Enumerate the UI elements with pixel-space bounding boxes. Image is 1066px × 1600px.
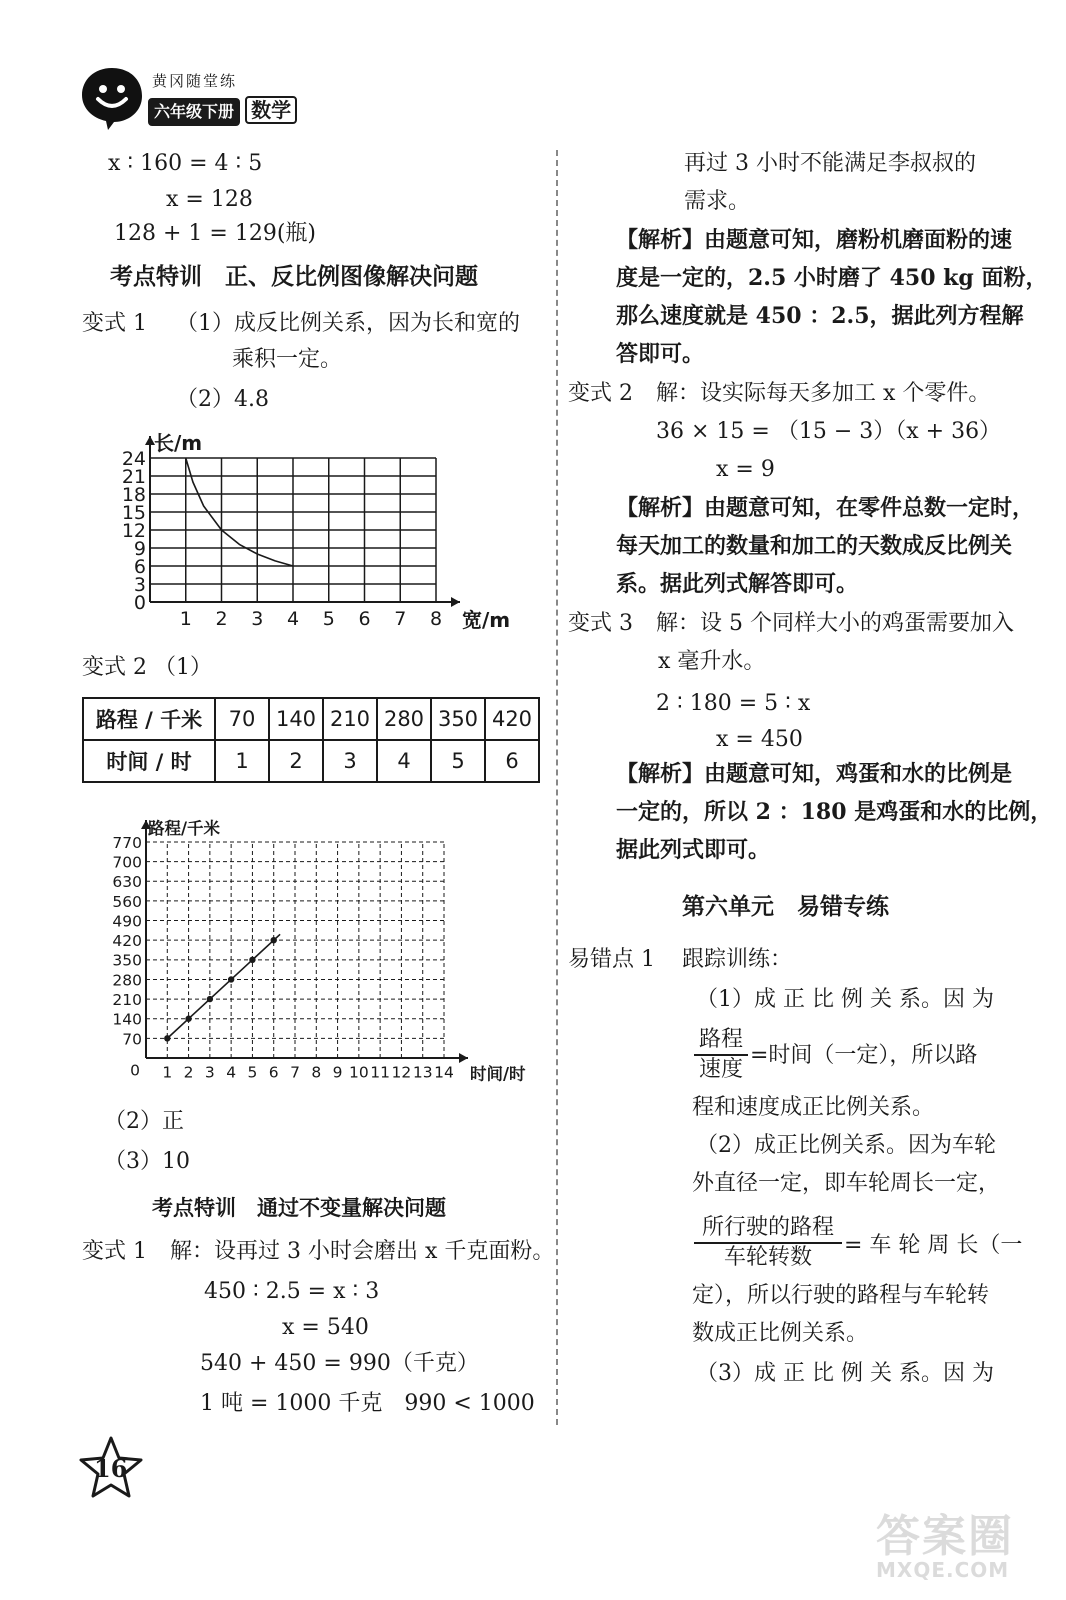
y-axis-title: 路程/千米 <box>148 819 221 838</box>
unit-title: 第六单元 易错专练 <box>682 893 889 920</box>
y-tick-label: 420 <box>112 932 142 951</box>
series-line <box>167 934 280 1038</box>
answer-text: 数成正比例关系。 <box>692 1321 869 1346</box>
x-axis-title: 时间/时 <box>470 1064 526 1084</box>
equation: 450 ∶ 2.5 = x ∶ 3 <box>204 1279 380 1304</box>
answer-text: （3）10 <box>104 1149 190 1174</box>
data-point <box>249 957 255 963</box>
eq-line-3: 128 + 1 = 129(瓶) <box>114 221 316 246</box>
equation: 36 × 15 = （15 − 3）（x + 36） <box>656 419 1002 444</box>
y-tick-label: 15 <box>121 502 146 525</box>
smiley-logo-icon <box>78 64 146 132</box>
x-tick-label: 1 <box>179 608 192 630</box>
answer-text: 解：设实际每天多加工 x 个零件。 <box>656 381 991 406</box>
variant-label: 变式 2 （1） <box>82 655 212 680</box>
table-cell: 280 <box>377 698 431 740</box>
equation: x = 9 <box>716 457 775 482</box>
x-tick-label: 5 <box>322 608 335 630</box>
table-cell: 4 <box>377 740 431 782</box>
answer-text: 跟踪训练： <box>682 947 793 972</box>
table-cell: 210 <box>323 698 377 740</box>
table-cell: 420 <box>485 698 539 740</box>
eq-line-1: x ∶ 160 = 4 ∶ 5 <box>108 151 263 176</box>
watermark <box>872 1500 1052 1590</box>
x-tick-label: 2 <box>215 608 228 630</box>
x-axis-arrow <box>459 1053 468 1063</box>
table-cell: 6 <box>485 740 539 782</box>
analysis-text: 据此列式即可。 <box>616 837 771 863</box>
answer-text: （2）成正比例关系。因为车轮 <box>696 1133 996 1158</box>
x-tick-label: 7 <box>394 608 407 630</box>
table-cell: 70 <box>215 698 269 740</box>
column-divider <box>556 150 558 1425</box>
table-row <box>83 740 539 782</box>
x-tick-label: 4 <box>226 1063 237 1082</box>
x-tick-label: 2 <box>183 1063 194 1082</box>
x-tick-label: 10 <box>348 1063 369 1082</box>
table-row <box>83 698 539 740</box>
answer-text: （1）成 正 比 例 关 系。因 为 <box>696 987 994 1012</box>
x-axis-arrow <box>451 597 460 607</box>
answer-text: 解：设 5 个同样大小的鸡蛋需要加入 <box>656 611 1014 636</box>
x-tick-label: 3 <box>204 1063 215 1082</box>
x-tick-label: 6 <box>268 1063 279 1082</box>
x-tick-label: 12 <box>391 1063 412 1082</box>
answer-text: （2）4.8 <box>176 387 269 412</box>
subject-tag: 数学 <box>245 96 297 124</box>
fraction-path-rotations <box>694 1214 842 1272</box>
equation: 2 ∶ 180 = 5 ∶ x <box>656 691 811 716</box>
x-tick-label: 14 <box>434 1063 454 1082</box>
answer-text: 乘积一定。 <box>232 347 343 372</box>
answer-text: （2）正 <box>104 1109 184 1134</box>
data-point <box>271 937 277 943</box>
inverse-proportion-chart <box>100 426 520 636</box>
y-tick-label: 350 <box>112 951 142 970</box>
answer-text: = 车 轮 周 长（一 <box>844 1233 1023 1258</box>
y-tick-label: 630 <box>112 873 142 892</box>
y-tick-label: 0 <box>133 592 146 615</box>
x-axis-title: 宽/m <box>462 608 511 632</box>
y-tick-label: 18 <box>121 484 146 507</box>
answer-text: 再过 3 小时不能满足李叔叔的 <box>684 151 976 176</box>
grade-tag: 六年级下册 <box>148 98 240 126</box>
y-tick-label: 3 <box>133 574 146 597</box>
x-tick-label: 3 <box>251 608 264 630</box>
variant-label: 变式 1 <box>82 1239 147 1264</box>
distance-time-table <box>82 697 540 783</box>
answer-text: （3）成 正 比 例 关 系。因 为 <box>696 1361 994 1386</box>
table-cell: 1 <box>215 740 269 782</box>
y-tick-label: 12 <box>121 520 146 543</box>
x-tick-label: 8 <box>311 1063 322 1082</box>
page-number: 16 <box>94 1454 128 1483</box>
equation: 1 吨 = 1000 千克 990 < 1000 <box>200 1391 535 1416</box>
x-tick-label: 13 <box>412 1063 433 1082</box>
y-tick-label: 490 <box>112 912 142 931</box>
y-tick-label: 770 <box>112 833 142 852</box>
x-tick-label: 7 <box>290 1063 300 1082</box>
y-tick-label: 70 <box>122 1030 142 1049</box>
answer-text: 定），所以行驶的路程与车轮转 <box>692 1283 990 1308</box>
data-point <box>164 1035 170 1041</box>
analysis-text: 那么速度就是 450 ：2.5，据此列方程解 <box>616 303 1024 329</box>
answer-text: x 毫升水。 <box>658 649 766 674</box>
error-point-label: 易错点 1 <box>568 947 655 972</box>
page-number-badge <box>78 1436 144 1502</box>
answer-text: 解：设再过 3 小时会磨出 x 千克面粉。 <box>170 1239 555 1264</box>
watermark-text: 答案圈 <box>876 1511 1014 1562</box>
data-point <box>207 996 213 1002</box>
answer-text: 外直径一定，即车轮周长一定， <box>692 1171 1001 1196</box>
equation: 540 + 450 = 990（千克） <box>200 1351 479 1376</box>
fraction-numerator: 路程 <box>694 1026 748 1056</box>
analysis-text: 【解析】由题意可知，磨粉机磨面粉的速 <box>616 227 1013 253</box>
analysis-text: 度是一定的，2.5 小时磨了 450 kg 面粉， <box>616 265 1048 291</box>
variant-label: 变式 2 <box>568 381 633 406</box>
variant-label: 变式 1 <box>82 311 147 336</box>
table-cell: 3 <box>323 740 377 782</box>
analysis-text: 【解析】由题意可知，在零件总数一定时， <box>616 495 1035 521</box>
y-tick-label: 21 <box>121 466 146 489</box>
y-tick-label: 280 <box>112 971 142 990</box>
x-tick-label: 4 <box>286 608 300 630</box>
answer-text: 需求。 <box>684 189 751 214</box>
analysis-text: 一定的，所以 2 ：180 是鸡蛋和水的比例， <box>616 799 1053 825</box>
table-cell: 2 <box>269 740 323 782</box>
table-cell: 路程 / 千米 <box>83 698 215 740</box>
table-cell: 5 <box>431 740 485 782</box>
fraction-denominator: 车轮转数 <box>723 1245 812 1270</box>
y-axis-title: 长/m <box>154 431 203 455</box>
variant-label: 变式 3 <box>568 611 633 636</box>
table-cell: 时间 / 时 <box>83 740 215 782</box>
table-cell: 350 <box>431 698 485 740</box>
table-cell: 140 <box>269 698 323 740</box>
x-tick-label: 6 <box>358 608 371 630</box>
fraction-denominator: 速度 <box>698 1057 743 1082</box>
equation: x = 450 <box>716 727 803 752</box>
y-tick-label: 9 <box>133 538 146 561</box>
fraction-distance-speed <box>694 1026 748 1084</box>
origin-label: 0 <box>130 1061 140 1080</box>
y-tick-label: 24 <box>121 448 146 471</box>
y-tick-label: 140 <box>112 1010 142 1029</box>
watermark-url: MXQE.COM <box>876 1558 1010 1582</box>
header-logo <box>78 62 338 134</box>
analysis-text: 系。据此列式解答即可。 <box>616 571 859 597</box>
analysis-text: 答即可。 <box>616 341 705 367</box>
answer-text: =时间（一定），所以路 <box>750 1043 978 1068</box>
x-tick-label: 8 <box>429 608 443 630</box>
x-tick-label: 9 <box>332 1063 343 1082</box>
data-point <box>228 976 234 982</box>
eq-line-2: x = 128 <box>166 187 253 212</box>
analysis-text: 【解析】由题意可知，鸡蛋和水的比例是 <box>616 761 1013 787</box>
x-tick-label: 11 <box>370 1063 391 1082</box>
equation: x = 540 <box>282 1315 369 1340</box>
analysis-text: 每天加工的数量和加工的天数成反比例关 <box>616 533 1013 559</box>
direct-proportion-chart <box>98 808 538 1088</box>
data-point <box>185 1016 191 1022</box>
series-name: 黄冈随堂练 <box>152 72 238 90</box>
x-tick-label: 5 <box>247 1063 258 1082</box>
x-tick-label: 1 <box>162 1063 173 1082</box>
y-tick-label: 6 <box>133 556 146 579</box>
section-title-1: 考点特训 正、反比例图像解决问题 <box>110 263 478 290</box>
answer-text: （1）成反比例关系，因为长和宽的 <box>176 311 520 336</box>
y-tick-label: 560 <box>112 892 142 911</box>
section-title-2: 考点特训 通过不变量解决问题 <box>152 1195 446 1220</box>
y-tick-label: 700 <box>112 853 142 872</box>
y-tick-label: 210 <box>112 990 142 1009</box>
answer-text: 程和速度成正比例关系。 <box>692 1095 935 1120</box>
fraction-numerator: 所行驶的路程 <box>694 1214 842 1244</box>
